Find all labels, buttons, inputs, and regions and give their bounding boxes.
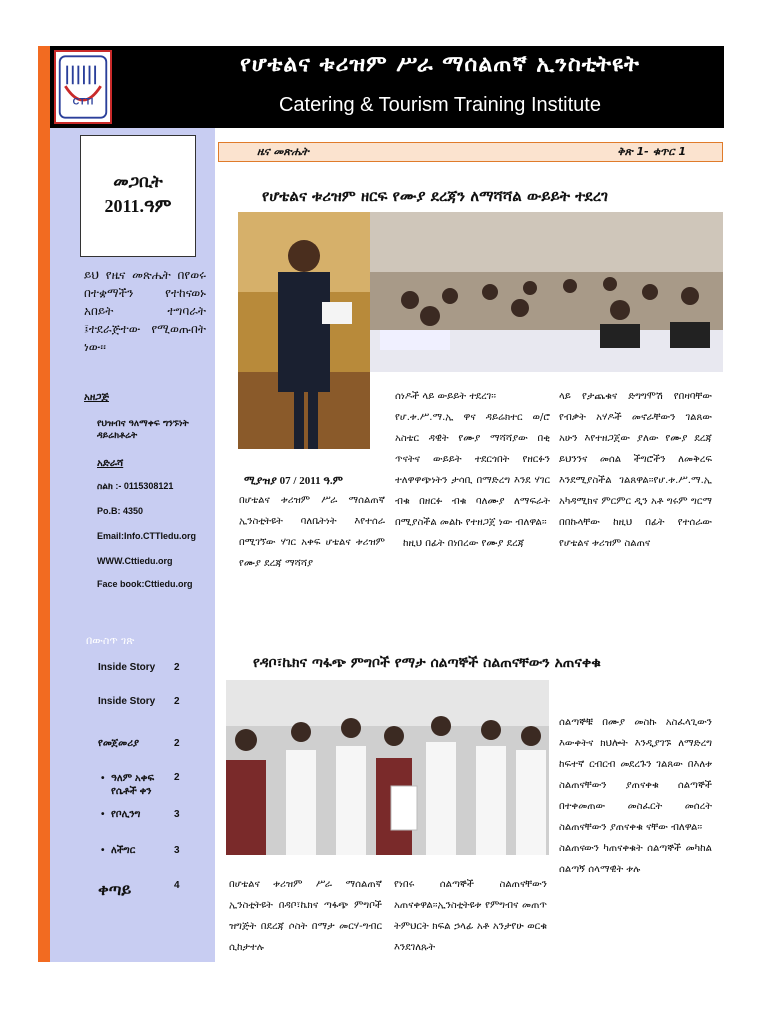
publisher-name: የህዝብና ዓለማቀፍ ግንኙነት ዳይሬክቶሬት xyxy=(97,419,189,441)
email-address[interactable]: Email:Info.CTTIedu.org xyxy=(97,531,196,541)
toc-page: 2 xyxy=(174,696,180,707)
issue-month: መጋቢት xyxy=(113,172,163,192)
phone-number: ስልክ :- 0115308121 xyxy=(97,481,174,491)
title-english: Catering & Tourism Training Institute xyxy=(278,94,601,116)
article1-dateline: ሚያዝያ 07 / 2011 ዓ.ም xyxy=(244,475,343,487)
address-heading: አድራሻ xyxy=(97,458,124,469)
svg-text:CTTI: CTTI xyxy=(72,96,94,107)
issue-bar xyxy=(218,142,723,162)
toc-page: 3 xyxy=(174,845,180,856)
graduates-photo xyxy=(226,680,549,855)
speaker-photo xyxy=(238,212,370,449)
toc-page: 3 xyxy=(174,809,180,820)
article2-right-tail: ስልጠናውን ካጠናቀቁት ሰልጣኞች መካከል ሰልጣኝ ሰላማዊት ቱሉ xyxy=(559,843,712,875)
article1-column2-tail: ከዚህ በፊት በነበረው የሙያ ደረጃ xyxy=(403,538,525,549)
continue-label[interactable]: ቀጣይ xyxy=(98,880,132,899)
title-amharic: የሆቴልና ቱሪዝም ሥራ ማሰልጠኛ ኢንስቲትዩት xyxy=(240,52,640,77)
orange-rail xyxy=(38,46,50,962)
article1-column2-body: የሆ.ቱ.ሥ.ማ.ኢ ዋና ዳይሬክተር ወ/ሮ አስቴር ዳዊት የሙያ ማሻሻያው በቂ ጥናትና ውይይት ተደርጎበት የዘርፉን ተለዋዋጭነትን ታሳቢ በማድረግ እንደ ሃገር ብቁ በዘርፉ ብቁ ባለሙያ ለማፍራት በሚያስችል መልኩ የተዘጋጀ ነው ብለዋል፡፡ xyxy=(395,412,550,528)
toc-item[interactable]: Inside Story xyxy=(98,696,156,707)
toc-page: 2 xyxy=(174,738,180,749)
toc-page: 2 xyxy=(174,772,180,783)
continue-page: 4 xyxy=(174,880,180,891)
article1-column3: ላይ የታጨቁና ድግግሞሽ የበዛባቸው የብቃት አሃዶች መኖራቸውን ገልጸው አሁን እየተዘጋጀው ያለው የሙያ ደረጃ ይህንንና መሰል ችግሮችን ለመቅረፍ እንደሚያስችል ገልጸዋል፡፡የሆ.ቱ.ሥ.ማ.ኢ አካዳሚክና ምርምር ዲን አቶ ግሩም ግርማ በበኩላቸው ከዚህ በፊት የተሰራው የሆቴልና ቱሪዝም ስልጠና xyxy=(559,391,712,549)
po-box: Po.B: 4350 xyxy=(97,506,144,516)
facebook-link[interactable]: Face book:Cttiedu.org xyxy=(97,579,193,589)
website-link[interactable]: WWW.Cttiedu.org xyxy=(97,556,173,566)
toc-item[interactable]: የመጀመሪያ xyxy=(98,738,140,749)
issue-date-box xyxy=(80,135,196,257)
article1-column1: በሆቴልና ቱሪዝም ሥራ ማሰልጠኛ ኢንስቲትዩት ባለቤትነት እየተሰራ በሚገኘው ሃገር አቀፍ ሆቴልና ቱሪዝም የሙያ ደረጃ ማሻሻያ xyxy=(239,495,385,569)
volume-number: ቅጽ 1- ቁጥር 1 xyxy=(617,145,686,158)
article2-right-body: ሰልጣኞቹ በሙያ መስኩ አስፈላጊውን እውቀትና ክህሎት እንዲያገኙ ለማድረግ ከፍተኛ ርብርብ መደረጉን ገልጸው በእለቱ ስልጠናቸውን ያጠናቀቁ ሰልጣኞች በተቀመጠው መስፈርት መሰረት ስልጠናቸውን ያጠናቀቁ ናቸው ብለዋል፡፡ xyxy=(559,717,712,833)
toc-item[interactable]: • የቦሊንግ xyxy=(111,809,201,820)
ctti-logo xyxy=(54,50,112,124)
article1-column2 xyxy=(395,386,550,554)
toc-page: 2 xyxy=(174,662,180,673)
article2-column2: የነበሩ ሰልጣኞች ስልጠናቸውን አጠናቀዋል፡፡ኢንስቲትዩቱ የምግብና መጠጥ ትምህርት ክፍል ኃላፊ አቶ አንታየሁ ወርቁ እንደገለጹት xyxy=(394,879,547,953)
sidebar-blurb: ይህ የዜና መጽሔት በየወሩ በተቋማችን የተከናወኑ አበይት ተግባራት ፤ተደራጅተው የሚወጡበት ነው፡፡ xyxy=(84,268,206,354)
logo-emblem-icon xyxy=(56,52,110,122)
article2-headline: የዳቦ፣ኬክና ጣፋጭ ምግቦች የማታ ሰልጣኞች ስልጠናቸውን አጠናቀቁ xyxy=(253,655,601,671)
newsletter-name: ዜና መጽሔት xyxy=(257,145,309,158)
toc-item[interactable]: • ዓለም አቀፍ የሴቶች ቀን xyxy=(111,772,173,798)
article2-column1: በሆቴልና ቱሪዝም ሥራ ማሰልጠኛ ኢንስቲትዩት በዳቦ፣ኬክና ጣፋጭ ምግቦች ዝግጅት በደረጃ ሶስት በማታ መርሃ-ግብር ሲከታተሉ xyxy=(229,879,382,953)
article1-column2-lead: ሰነዶች ላይ ውይይት ተደረገ፡፡ xyxy=(395,391,496,402)
toc-item[interactable]: • ለችግር xyxy=(111,845,201,856)
toc-item[interactable]: Inside Story xyxy=(98,662,156,673)
masthead xyxy=(50,46,724,128)
issue-year: 2011.ዓም xyxy=(104,196,172,216)
article2-column-right xyxy=(559,712,712,880)
toc-title: በውስጥ ገጽ xyxy=(86,634,135,647)
article1-headline: የሆቴልና ቱሪዝም ዘርፍ የሙያ ደረጃን ለማሻሻል ውይይት ተደረገ xyxy=(262,187,608,205)
publisher-heading: አዘጋጅ xyxy=(84,392,109,403)
audience-photo xyxy=(370,212,723,372)
